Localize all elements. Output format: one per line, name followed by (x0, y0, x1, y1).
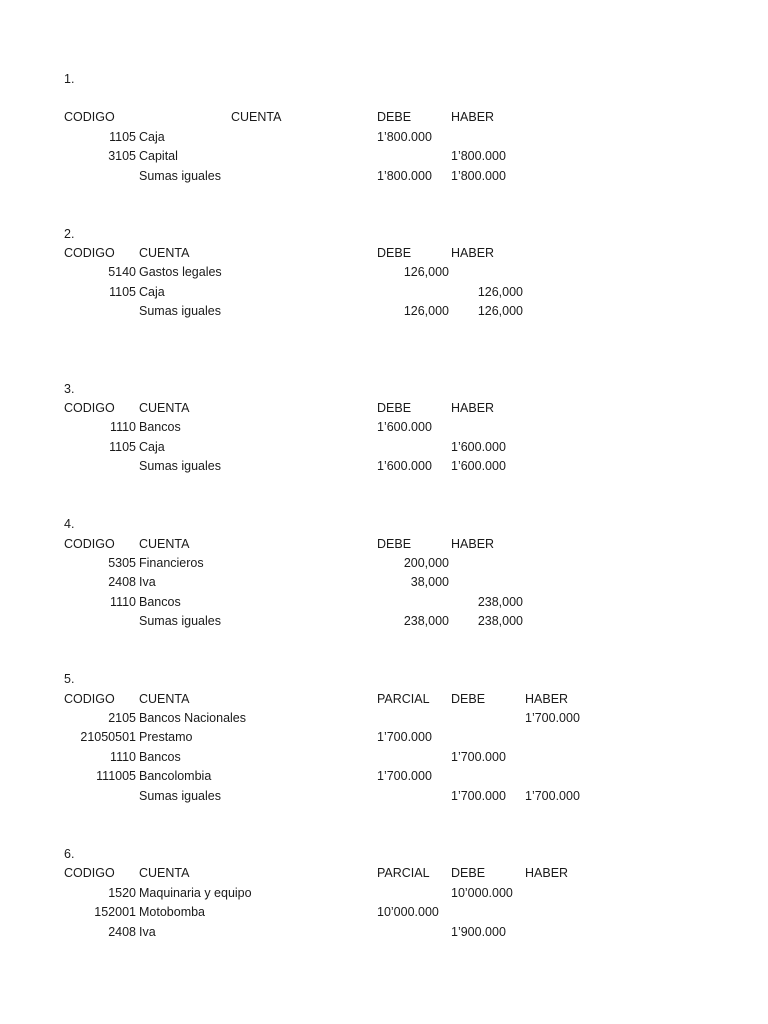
header-haber: HABER (451, 401, 495, 415)
row-debe: 200,000 (403, 556, 449, 570)
row-account: Bancos Nacionales (139, 711, 247, 725)
header-debe: DEBE (451, 692, 486, 706)
entry-number: 2. (64, 227, 75, 241)
row-debe: 1’700.000 (451, 750, 506, 764)
header-codigo: CODIGO (64, 401, 115, 415)
totals-debe: 1’600.000 (377, 459, 432, 473)
row-code: 2408 (108, 925, 136, 939)
totals-label: Sumas iguales (139, 169, 221, 183)
totals-debe: 238,000 (403, 614, 449, 628)
row-parcial: 1’700.000 (377, 769, 432, 783)
header-codigo: CODIGO (64, 866, 115, 880)
header-cuenta: CUENTA (139, 246, 190, 260)
totals-label: Sumas iguales (139, 304, 221, 318)
row-code: 111005 (96, 769, 136, 783)
header-codigo: CODIGO (64, 110, 115, 124)
header-debe: DEBE (377, 110, 412, 124)
totals-label: Sumas iguales (139, 459, 221, 473)
header-parcial: PARCIAL (377, 866, 430, 880)
row-debe: 1’900.000 (451, 925, 506, 939)
row-account: Caja (139, 440, 165, 454)
entry-number: 3. (64, 382, 75, 396)
totals-debe: 126,000 (403, 304, 449, 318)
header-haber: HABER (451, 537, 495, 551)
header-haber: HABER (525, 692, 569, 706)
row-code: 5140 (108, 265, 136, 279)
row-account: Gastos legales (139, 265, 222, 279)
row-account: Bancos (139, 595, 181, 609)
totals-haber: 238,000 (477, 614, 523, 628)
row-code: 21050501 (80, 730, 136, 744)
row-account: Caja (139, 285, 165, 299)
totals-haber: 1’600.000 (451, 459, 506, 473)
header-debe: DEBE (451, 866, 486, 880)
entry-number: 4. (64, 517, 75, 531)
row-account: Iva (139, 925, 156, 939)
row-account: Capital (139, 149, 178, 163)
header-haber: HABER (525, 866, 569, 880)
header-debe: DEBE (377, 246, 412, 260)
row-debe: 126,000 (403, 265, 449, 279)
row-code: 5305 (108, 556, 136, 570)
row-account: Bancos (139, 420, 181, 434)
row-account: Prestamo (139, 730, 193, 744)
header-cuenta: CUENTA (139, 401, 190, 415)
row-debe: 38,000 (410, 575, 449, 589)
row-haber: 238,000 (477, 595, 523, 609)
row-code: 1520 (108, 886, 136, 900)
row-haber: 1’700.000 (525, 711, 580, 725)
entry-number: 6. (64, 847, 75, 861)
header-haber: HABER (451, 110, 495, 124)
row-code: 1110 (110, 420, 136, 434)
row-parcial: 1’700.000 (377, 730, 432, 744)
row-code: 1105 (109, 130, 136, 144)
header-cuenta: CUENTA (139, 537, 190, 551)
totals-haber: 126,000 (477, 304, 523, 318)
entry-number: 1. (64, 72, 75, 86)
totals-haber: 1’800.000 (451, 169, 506, 183)
row-code: 2408 (108, 575, 136, 589)
header-codigo: CODIGO (64, 692, 115, 706)
header-parcial: PARCIAL (377, 692, 430, 706)
row-account: Financieros (139, 556, 204, 570)
totals-debe: 1’700.000 (451, 789, 506, 803)
header-debe: DEBE (377, 401, 412, 415)
row-parcial: 10’000.000 (377, 905, 439, 919)
row-haber: 1’600.000 (451, 440, 506, 454)
row-account: Motobomba (139, 905, 206, 919)
header-cuenta: CUENTA (139, 866, 190, 880)
header-haber: HABER (451, 246, 495, 260)
row-haber: 126,000 (477, 285, 523, 299)
row-account: Caja (139, 130, 165, 144)
totals-debe: 1’800.000 (377, 169, 432, 183)
row-code: 1105 (109, 285, 136, 299)
row-debe: 1’600.000 (377, 420, 432, 434)
row-debe: 1’800.000 (377, 130, 432, 144)
entry-number: 5. (64, 672, 75, 686)
header-cuenta: CUENTA (139, 692, 190, 706)
totals-label: Sumas iguales (139, 614, 221, 628)
header-codigo: CODIGO (64, 246, 115, 260)
header-cuenta: CUENTA (231, 110, 282, 124)
row-account: Bancolombia (139, 769, 212, 783)
row-account: Iva (139, 575, 156, 589)
row-code: 1105 (109, 440, 136, 454)
row-debe: 10’000.000 (451, 886, 513, 900)
row-code: 1110 (110, 750, 136, 764)
row-code: 152001 (94, 905, 136, 919)
header-debe: DEBE (377, 537, 412, 551)
row-code: 3105 (108, 149, 136, 163)
row-code: 1110 (110, 595, 136, 609)
totals-label: Sumas iguales (139, 789, 221, 803)
row-account: Maquinaria y equipo (139, 886, 252, 900)
totals-haber: 1’700.000 (525, 789, 580, 803)
row-code: 2105 (108, 711, 136, 725)
row-account: Bancos (139, 750, 181, 764)
header-codigo: CODIGO (64, 537, 115, 551)
row-haber: 1’800.000 (451, 149, 506, 163)
